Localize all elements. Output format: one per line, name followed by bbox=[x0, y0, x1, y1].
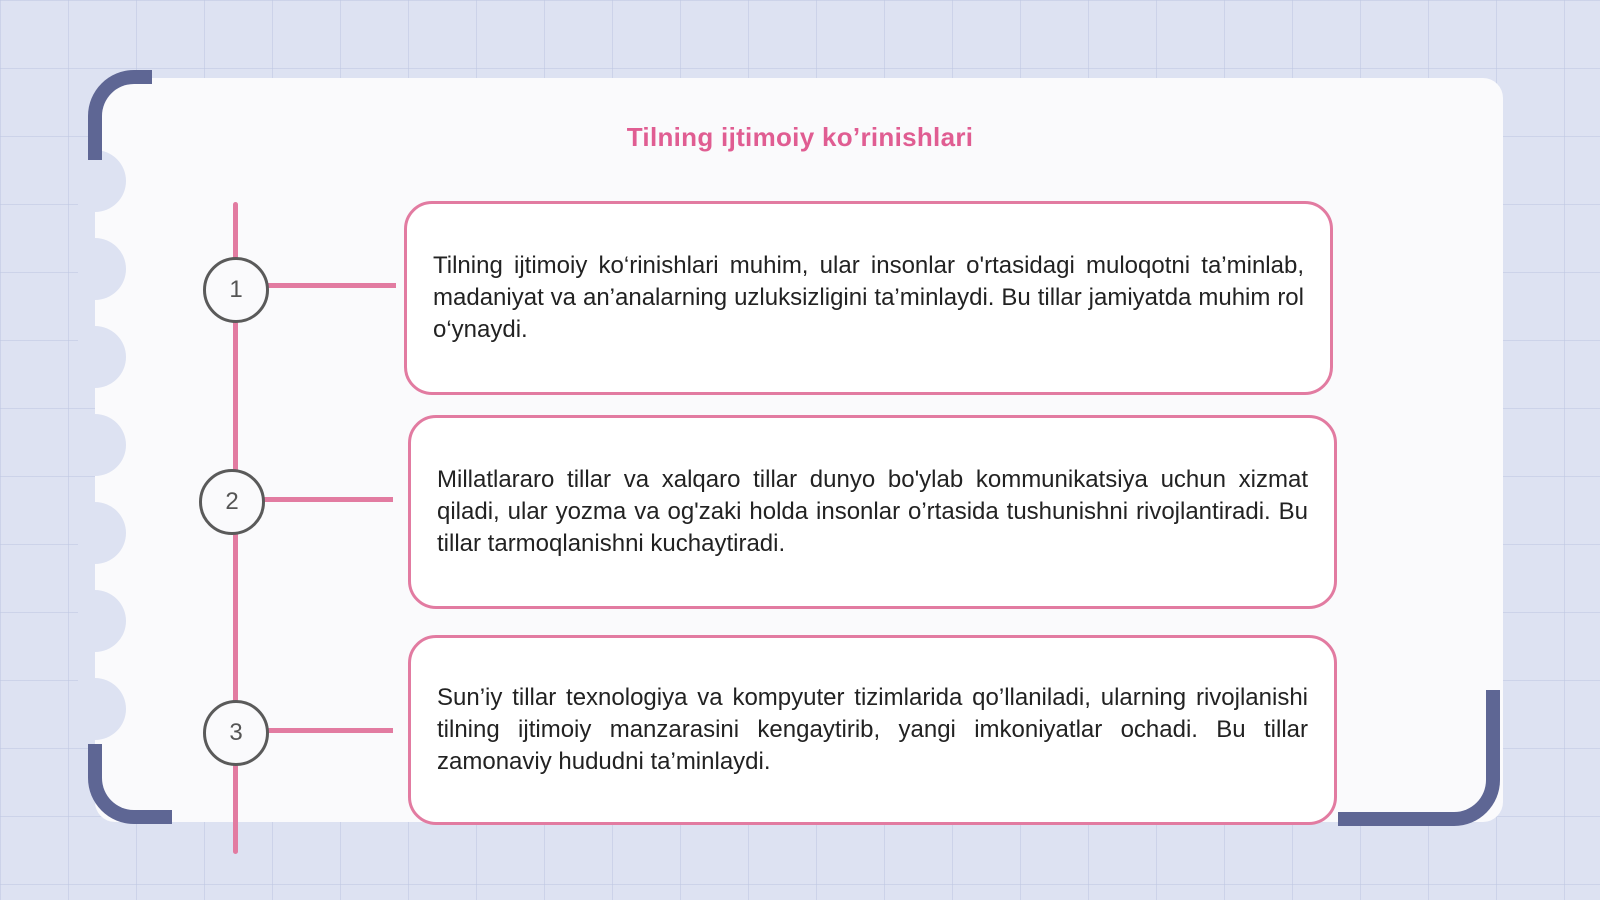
step-number: 3 bbox=[229, 719, 243, 746]
corner-bracket-top-left bbox=[88, 70, 152, 160]
step-number: 1 bbox=[229, 276, 243, 303]
step-number-circle bbox=[203, 257, 269, 323]
timeline-item-box bbox=[408, 415, 1337, 609]
timeline-item-text: Millatlararo tillar va xalqaro tillar dunyo bo'ylab kommunikatsiya uchun xizmat qiladi, ular yozma va og'zaki holda insonlar o’rtasida tushunishni rivojlantiradi. Bu tillar tarmoqlanishni kuchaytiradi. bbox=[437, 466, 1308, 557]
timeline-item-box bbox=[404, 201, 1333, 395]
step-number-circle bbox=[199, 469, 265, 535]
slide-title: Tilning ijtimoiy ko’rinishlari bbox=[626, 122, 974, 152]
timeline-connector bbox=[263, 497, 393, 502]
timeline-item-text: Tilning ijtimoiy ko‘rinishlari muhim, ular insonlar o'rtasidagi muloqotni ta’minlab, madaniyat va an’analarning uzluksizligini ta’minlaydi. Bu tillar jamiyatda muhim rol o‘ynaydi. bbox=[433, 252, 1304, 343]
timeline-item-box bbox=[408, 635, 1337, 825]
timeline-connector bbox=[266, 283, 396, 288]
step-number: 2 bbox=[225, 488, 239, 515]
step-number-circle bbox=[203, 700, 269, 766]
timeline-item-text: Sun’iy tillar texnologiya va kompyuter tizimlarida qo’llaniladi, ularning rivojlanishi tilning ijtimoiy manzarasini kengaytirib, yangi imkoniyatlar ochadi. Bu tillar zamonaviy hududni ta’minlaydi. bbox=[437, 684, 1308, 775]
timeline-connector bbox=[266, 728, 393, 733]
corner-bracket-bottom-right bbox=[1338, 690, 1500, 826]
